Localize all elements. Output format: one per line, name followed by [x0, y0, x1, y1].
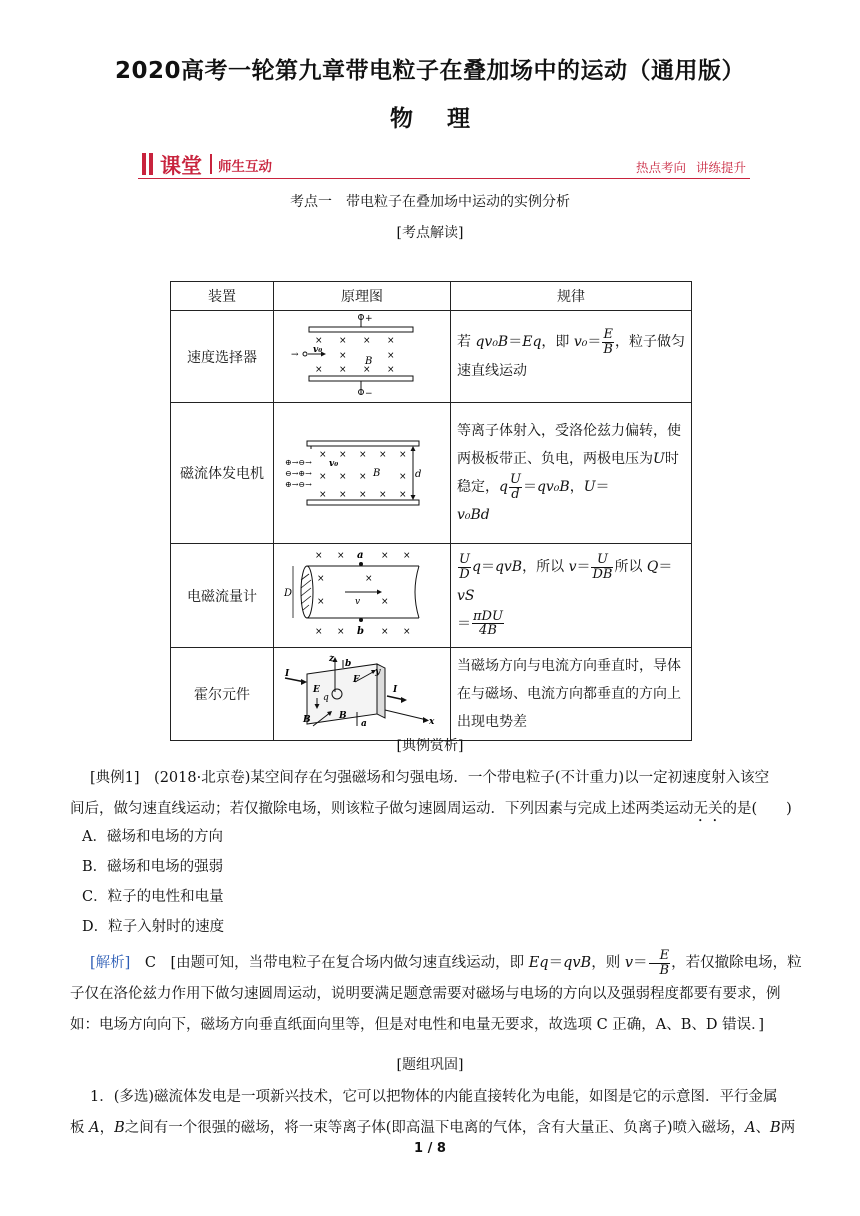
svg-text:×: ×: [387, 335, 395, 346]
principle-table: [170, 281, 692, 741]
svg-text:⊖→⊕→: ⊖→⊕→: [285, 469, 312, 478]
table-row: [171, 648, 692, 741]
svg-text:×: ×: [399, 490, 407, 500]
example-tag: [典例赏析]: [396, 738, 464, 754]
b-face-label: b: [345, 659, 352, 669]
svg-text:×: ×: [339, 350, 347, 361]
analysis: [解析] C [由题可知，当带电粒子在复合场内做匀速直线运动，即 Eq＝qvB，则 v＝ $\frac{E}{B}$ ，若仅撤除电场，粒 子仅在洛伦兹力作用下做匀速圆周运动，说明要满足题意需要对磁场与电场的方向以及强弱程度都要有要求，例 如：电场方向向下，磁场方向垂直纸面向里等，但是对电性和电量无要求，故选项 C 正确，A、B、D 错误．]: [70, 947, 802, 1033]
svg-text:×: ×: [319, 450, 327, 460]
table-header: 原理图: [274, 282, 451, 311]
velocity-selector-figure: [277, 312, 447, 398]
reading-tag: [考点解读]: [396, 225, 464, 241]
minus-label: −: [365, 388, 373, 398]
svg-text:×: ×: [379, 490, 387, 500]
top-plate: [309, 327, 413, 332]
rule-cell: $\frac{U}{D}$ q＝qvB，所以 v＝ $\frac{U}{DB}$ 所以 Q＝vS ＝ $\frac{\text{πDU}}{4B}$: [451, 544, 692, 648]
svg-text:×: ×: [315, 626, 323, 637]
device-name: 速度选择器: [171, 311, 274, 403]
svg-text:×: ×: [387, 350, 395, 361]
rule-cell: 当磁场方向与电流方向垂直时，导体在与磁场、电流方向都垂直的方向上出现电势差: [451, 648, 692, 741]
d-label: d: [415, 469, 422, 480]
flowmeter-figure: [277, 546, 447, 642]
svg-text:×: ×: [399, 450, 407, 460]
svg-text:⊕→⊖→: ⊕→⊖→: [285, 480, 312, 489]
option-b: B．磁场和电场的强弱: [82, 859, 224, 875]
mhd-generator-diagram: [274, 403, 451, 544]
mhd-figure: [277, 431, 447, 511]
option-a: A．磁场和电场的方向: [82, 829, 223, 845]
b-label: B: [373, 468, 381, 479]
fraction: $\frac{U}{d}$: [509, 471, 521, 502]
f-label: F: [353, 675, 360, 685]
svg-text:×: ×: [359, 490, 367, 500]
table-header: 规律: [451, 282, 692, 311]
svg-text:×: ×: [387, 364, 395, 375]
table-header-row: [171, 282, 692, 311]
table-row: [171, 544, 692, 648]
svg-text:×: ×: [363, 364, 371, 375]
svg-text:×: ×: [381, 626, 389, 637]
svg-text:×: ×: [319, 490, 327, 500]
svg-text:×: ×: [403, 550, 411, 561]
banner-underline: [138, 178, 750, 179]
plus-label: +: [365, 313, 373, 324]
banner-right: 热点考向 讲练提升: [636, 160, 746, 175]
page-title: 2020高考一轮第九章带电粒子在叠加场中的运动（通用版）: [114, 58, 745, 84]
svg-text:×: ×: [317, 596, 325, 607]
v0-label: v₀: [329, 459, 339, 469]
option-c: C．粒子的电性和电量: [82, 889, 224, 905]
a-label: a: [357, 549, 364, 561]
velocity-selector-diagram: [274, 311, 451, 403]
practice-tag: [题组巩固]: [396, 1057, 464, 1073]
svg-text:×: ×: [381, 550, 389, 561]
practice-question: 1．(多选)磁流体发电是一项新兴技术，它可以把物体的内能直接转化为电能，如图是它的示意图．平行金属 板 A，B之间有一个很强的磁场，将一束等离子体(即高温下电离的气体，含有大量正、负离子)喷入磁场，A、B两: [70, 1089, 796, 1136]
svg-text:×: ×: [339, 364, 347, 375]
device-name: 电磁流量计: [171, 544, 274, 648]
flowmeter-diagram: [274, 544, 451, 648]
svg-text:×: ×: [319, 472, 327, 482]
b-field-label: B: [303, 715, 311, 725]
v-label: v: [355, 596, 361, 607]
e-label: E: [313, 685, 320, 695]
svg-text:→: →: [291, 349, 299, 360]
svg-text:×: ×: [315, 364, 323, 375]
svg-text:×: ×: [315, 335, 323, 346]
svg-text:⊕→⊖→: ⊕→⊖→: [285, 458, 312, 467]
svg-text:×: ×: [363, 335, 371, 346]
analysis-label: [解析]: [90, 955, 131, 971]
svg-text:×: ×: [399, 472, 407, 482]
table-row: [171, 311, 692, 403]
svg-text:×: ×: [359, 450, 367, 460]
svg-text:×: ×: [337, 550, 345, 561]
fraction: $\frac{E}{B}$: [649, 949, 671, 977]
svg-text:×: ×: [365, 573, 373, 584]
b-label: B: [365, 355, 373, 367]
example-stem: [典例1] (2018·北京卷)某空间存在匀强磁场和匀强电场．一个带电粒子(不计重力)以一定初速度射入该空 间后，做匀速直线运动；若仅撤除电场，则该粒子做匀速圆周运动．下列因素与完成上述两类运动无关的是( ): [70, 770, 792, 817]
table-row: [171, 403, 692, 544]
i-out-label: I: [393, 685, 398, 695]
svg-text:×: ×: [379, 450, 387, 460]
table-header: 装置: [171, 282, 274, 311]
fraction: $\frac{U}{D}$: [459, 552, 470, 582]
i-in-label: I: [285, 669, 290, 679]
fraction: $\frac{\text{πDU}}{4B}$: [473, 608, 503, 639]
hall-element-diagram: [274, 648, 451, 741]
bottom-plate: [309, 376, 413, 381]
banner-sub: 师生互动: [218, 159, 272, 175]
rule-cell: 等离子体射入，受洛伦兹力偏转，使两极板带正、负电，两极电压为U时稳定，q $\frac{U}{d}$ ＝qv₀B，U＝ v₀Bd: [451, 403, 692, 544]
svg-text:×: ×: [339, 335, 347, 346]
device-name: 磁流体发电机: [171, 403, 274, 544]
rule-cell: 若 qv₀B＝Eq，即 v₀＝ $\frac{E}{B}$ ，粒子做匀速直线运动: [451, 311, 692, 403]
svg-text:×: ×: [339, 472, 347, 482]
section-banner: [138, 150, 750, 180]
svg-text:×: ×: [403, 626, 411, 637]
v0-label: v₀: [313, 344, 323, 355]
section-heading: 考点一 带电粒子在叠加场中运动的实例分析: [290, 194, 570, 210]
svg-text:×: ×: [337, 626, 345, 637]
b-point-label: b: [357, 625, 364, 637]
fraction: $\frac{U}{DB}$: [592, 552, 613, 582]
banner-bar-icon: [149, 153, 153, 175]
hall-figure: [277, 652, 447, 732]
z-label: z: [329, 654, 335, 664]
svg-text:×: ×: [339, 490, 347, 500]
a-face-label: a: [361, 719, 367, 729]
svg-text:×: ×: [359, 472, 367, 482]
d-label: D: [284, 587, 293, 599]
banner-divider: [210, 154, 212, 174]
svg-text:×: ×: [315, 550, 323, 561]
q-label: q: [323, 693, 329, 703]
svg-text:×: ×: [339, 450, 347, 460]
page-number: 1 / 8: [414, 1141, 446, 1156]
option-d: D．粒子入射时的速度: [82, 919, 225, 935]
x-label: x: [429, 717, 435, 727]
banner-bar-icon: [142, 153, 146, 175]
y-label: y: [375, 667, 381, 677]
subject-title: 物理: [390, 106, 504, 132]
fraction: $\frac{E}{B}$: [603, 327, 613, 357]
svg-text:×: ×: [317, 573, 325, 584]
banner-main: 课堂: [160, 154, 202, 178]
svg-text:×: ×: [381, 596, 389, 607]
device-name: 霍尔元件: [171, 648, 274, 741]
b-lower-label: B: [339, 711, 347, 721]
